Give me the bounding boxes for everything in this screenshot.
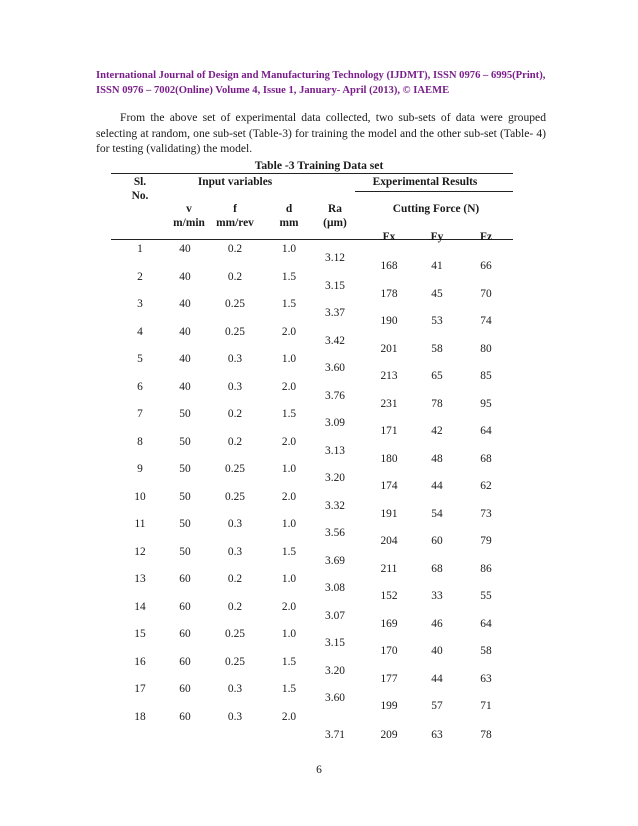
cell-cutting-speed: 60 (179, 683, 191, 695)
cell-sl-number: 4 (137, 325, 143, 338)
cell-surface-roughness: 3.15 (325, 279, 345, 292)
cell-force-fz: 64 (480, 425, 492, 437)
cell-cutting-speed: 60 (179, 710, 191, 723)
cell-surface-roughness: 3.60 (325, 362, 345, 374)
cell-force-fz: 66 (480, 260, 492, 272)
cell-surface-roughness: 3.37 (325, 307, 345, 319)
cell-surface-roughness: 3.76 (325, 389, 345, 402)
header-ra-unit: (µm) (323, 217, 347, 229)
cell-surface-roughness: 3.56 (325, 527, 345, 539)
cell-feed: 0.2 (227, 573, 243, 585)
cell-feed: 0.25 (225, 628, 245, 640)
cell-surface-roughness: 3.69 (325, 554, 345, 567)
cell-surface-roughness: 3.07 (325, 609, 345, 622)
table-top-rule (111, 173, 513, 174)
cell-force-fz: 58 (480, 645, 492, 657)
cell-surface-roughness: 3.15 (325, 637, 345, 649)
cell-depth-of-cut: 2.0 (281, 490, 297, 503)
cell-sl-number: 10 (134, 490, 146, 503)
cell-force-fz: 71 (480, 700, 492, 712)
cell-depth-of-cut: 1.5 (281, 545, 297, 558)
cell-force-fz: 62 (480, 480, 492, 492)
header-fx: Fx (382, 231, 396, 243)
cell-force-fx: 211 (380, 562, 398, 575)
cell-cutting-speed: 60 (179, 600, 191, 613)
cell-cutting-speed: 40 (179, 270, 191, 283)
cell-sl-number: 17 (134, 683, 146, 695)
cell-depth-of-cut: 1.0 (281, 628, 297, 640)
cell-force-fx: 170 (380, 645, 398, 657)
cell-force-fy: 63 (431, 728, 443, 741)
cell-force-fx: 180 (380, 452, 398, 465)
cell-force-fy: 42 (431, 425, 443, 437)
cell-force-fy: 46 (431, 617, 443, 630)
cell-feed: 0.25 (225, 490, 245, 503)
header-no: No. (131, 190, 149, 202)
cell-surface-roughness: 3.08 (325, 582, 345, 594)
cell-sl-number: 15 (134, 628, 146, 640)
cell-force-fy: 65 (431, 370, 443, 382)
cell-cutting-speed: 40 (179, 243, 191, 255)
cell-sl-number: 1 (137, 243, 143, 255)
cell-sl-number: 18 (134, 710, 146, 723)
cell-sl-number: 6 (137, 380, 143, 393)
cell-force-fz: 74 (480, 315, 492, 327)
cell-depth-of-cut: 1.0 (281, 243, 297, 255)
cell-cutting-speed: 60 (179, 573, 191, 585)
header-d-unit: mm (279, 217, 299, 229)
cell-force-fz: 64 (480, 617, 492, 630)
cell-surface-roughness: 3.71 (325, 728, 345, 741)
cell-force-fy: 58 (431, 342, 443, 355)
cell-sl-number: 16 (134, 655, 146, 668)
cell-depth-of-cut: 2.0 (281, 600, 297, 613)
cell-sl-number: 12 (134, 545, 146, 558)
header-cutting-force: Cutting Force (N) (392, 203, 480, 215)
cell-sl-number: 8 (137, 435, 143, 448)
intro-paragraph (96, 110, 546, 157)
cell-feed: 0.3 (227, 353, 243, 365)
cell-sl-number: 5 (137, 353, 143, 365)
cell-depth-of-cut: 1.5 (281, 270, 297, 283)
header-experimental-results: Experimental Results (372, 176, 478, 188)
cell-sl-number: 11 (134, 518, 146, 530)
cell-feed: 0.3 (227, 683, 243, 695)
cell-sl-number: 3 (137, 298, 143, 310)
cell-force-fz: 55 (480, 590, 492, 602)
cell-cutting-speed: 50 (179, 518, 191, 530)
journal-header (96, 68, 546, 98)
cell-force-fx: 174 (380, 480, 398, 492)
cell-sl-number: 13 (134, 573, 146, 585)
cell-cutting-speed: 40 (179, 353, 191, 365)
cell-cutting-speed: 60 (179, 655, 191, 668)
cell-cutting-speed: 50 (179, 490, 191, 503)
cell-feed: 0.25 (225, 463, 245, 475)
cell-feed: 0.25 (225, 325, 245, 338)
cell-force-fy: 54 (431, 507, 443, 520)
cell-feed: 0.2 (227, 600, 243, 613)
cell-force-fx: 171 (380, 425, 398, 437)
cell-force-fy: 60 (431, 535, 443, 547)
cell-force-fx: 169 (380, 617, 398, 630)
header-d: d (285, 203, 293, 215)
cell-force-fz: 80 (480, 342, 492, 355)
experimental-results-rule (355, 191, 513, 192)
cell-force-fx: 152 (380, 590, 398, 602)
header-fy: Fy (430, 231, 444, 243)
cell-force-fx: 190 (380, 315, 398, 327)
cell-force-fx: 177 (380, 672, 398, 685)
cell-force-fy: 68 (431, 562, 443, 575)
cell-force-fy: 41 (431, 260, 443, 272)
cell-surface-roughness: 3.13 (325, 444, 345, 457)
page-number: 6 (316, 764, 322, 776)
journal-header-line-1: International Journal of Design and Manufacturing Technology (IJDMT), ISSN 0976 – 6995(Print), (96, 70, 546, 81)
cell-feed: 0.3 (227, 710, 243, 723)
header-fz: Fz (479, 231, 492, 243)
cell-depth-of-cut: 1.5 (281, 655, 297, 668)
cell-feed: 0.2 (227, 435, 243, 448)
cell-cutting-speed: 50 (179, 408, 191, 420)
intro-paragraph-text: From the above set of experimental data collected, two sub-sets of data were grouped selecting at random, one sub-set (Table-3) for training the model and the other sub-set (Table- 4) for testing (validating) the model. (96, 111, 546, 155)
cell-force-fy: 40 (431, 645, 443, 657)
header-sl: Sl. (133, 176, 147, 188)
cell-depth-of-cut: 2.0 (281, 435, 297, 448)
cell-force-fx: 201 (380, 342, 398, 355)
cell-force-fz: 95 (480, 397, 492, 410)
cell-force-fx: 178 (380, 287, 398, 300)
cell-depth-of-cut: 1.5 (281, 298, 297, 310)
cell-force-fz: 73 (480, 507, 492, 520)
header-ra: Ra (328, 203, 342, 215)
cell-depth-of-cut: 1.0 (281, 463, 297, 475)
cell-cutting-speed: 40 (179, 325, 191, 338)
cell-depth-of-cut: 2.0 (281, 325, 297, 338)
cell-force-fz: 85 (480, 370, 492, 382)
cell-cutting-speed: 50 (179, 435, 191, 448)
cell-force-fx: 199 (380, 700, 398, 712)
cell-force-fy: 53 (431, 315, 443, 327)
cell-surface-roughness: 3.09 (325, 417, 345, 429)
cell-depth-of-cut: 1.0 (281, 353, 297, 365)
cell-force-fx: 168 (380, 260, 398, 272)
cell-feed: 0.2 (227, 408, 243, 420)
cell-cutting-speed: 50 (179, 545, 191, 558)
cell-depth-of-cut: 2.0 (281, 380, 297, 393)
cell-depth-of-cut: 2.0 (281, 710, 297, 723)
cell-surface-roughness: 3.20 (325, 664, 345, 677)
cell-force-fz: 70 (480, 287, 492, 300)
cell-force-fy: 33 (431, 590, 443, 602)
cell-force-fx: 209 (380, 728, 398, 741)
cell-feed: 0.25 (225, 298, 245, 310)
cell-sl-number: 7 (137, 408, 143, 420)
cell-sl-number: 9 (137, 463, 143, 475)
cell-force-fz: 63 (480, 672, 492, 685)
journal-header-line-2: ISSN 0976 – 7002(Online) Volume 4, Issue 1, January- April (2013), © IAEME (96, 85, 450, 96)
cell-cutting-speed: 40 (179, 380, 191, 393)
cell-feed: 0.3 (227, 545, 243, 558)
table-caption: Table -3 Training Data set (254, 159, 384, 172)
cell-force-fy: 45 (431, 287, 443, 300)
cell-surface-roughness: 3.60 (325, 692, 345, 704)
cell-sl-number: 14 (134, 600, 146, 613)
cell-depth-of-cut: 1.0 (281, 518, 297, 530)
cell-depth-of-cut: 1.5 (281, 683, 297, 695)
cell-force-fy: 44 (431, 672, 443, 685)
cell-feed: 0.2 (227, 243, 243, 255)
header-f-unit: mm/rev (216, 217, 254, 229)
cell-force-fy: 57 (431, 700, 443, 712)
cell-force-fx: 191 (380, 507, 398, 520)
cell-force-fx: 204 (380, 535, 398, 547)
cell-surface-roughness: 3.32 (325, 499, 345, 512)
cell-depth-of-cut: 1.0 (281, 573, 297, 585)
cell-surface-roughness: 3.12 (325, 252, 345, 264)
cell-sl-number: 2 (137, 270, 143, 283)
cell-cutting-speed: 60 (179, 628, 191, 640)
cell-force-fy: 48 (431, 452, 443, 465)
cell-feed: 0.3 (227, 518, 243, 530)
cell-cutting-speed: 40 (179, 298, 191, 310)
cell-feed: 0.3 (227, 380, 243, 393)
cell-force-fx: 231 (380, 397, 398, 410)
header-f: f (233, 203, 237, 215)
cell-feed: 0.2 (227, 270, 243, 283)
header-v-unit: m/min (173, 217, 205, 229)
header-input-variables: Input variables (197, 176, 273, 188)
cell-force-fx: 213 (380, 370, 398, 382)
cell-feed: 0.25 (225, 655, 245, 668)
cell-surface-roughness: 3.20 (325, 472, 345, 484)
header-v: v (186, 203, 192, 215)
cell-force-fz: 78 (480, 728, 492, 741)
cell-surface-roughness: 3.42 (325, 334, 345, 347)
cell-force-fy: 78 (431, 397, 443, 410)
cell-depth-of-cut: 1.5 (281, 408, 297, 420)
cell-cutting-speed: 50 (179, 463, 191, 475)
cell-force-fz: 86 (480, 562, 492, 575)
cell-force-fz: 79 (480, 535, 492, 547)
cell-force-fz: 68 (480, 452, 492, 465)
cell-force-fy: 44 (431, 480, 443, 492)
